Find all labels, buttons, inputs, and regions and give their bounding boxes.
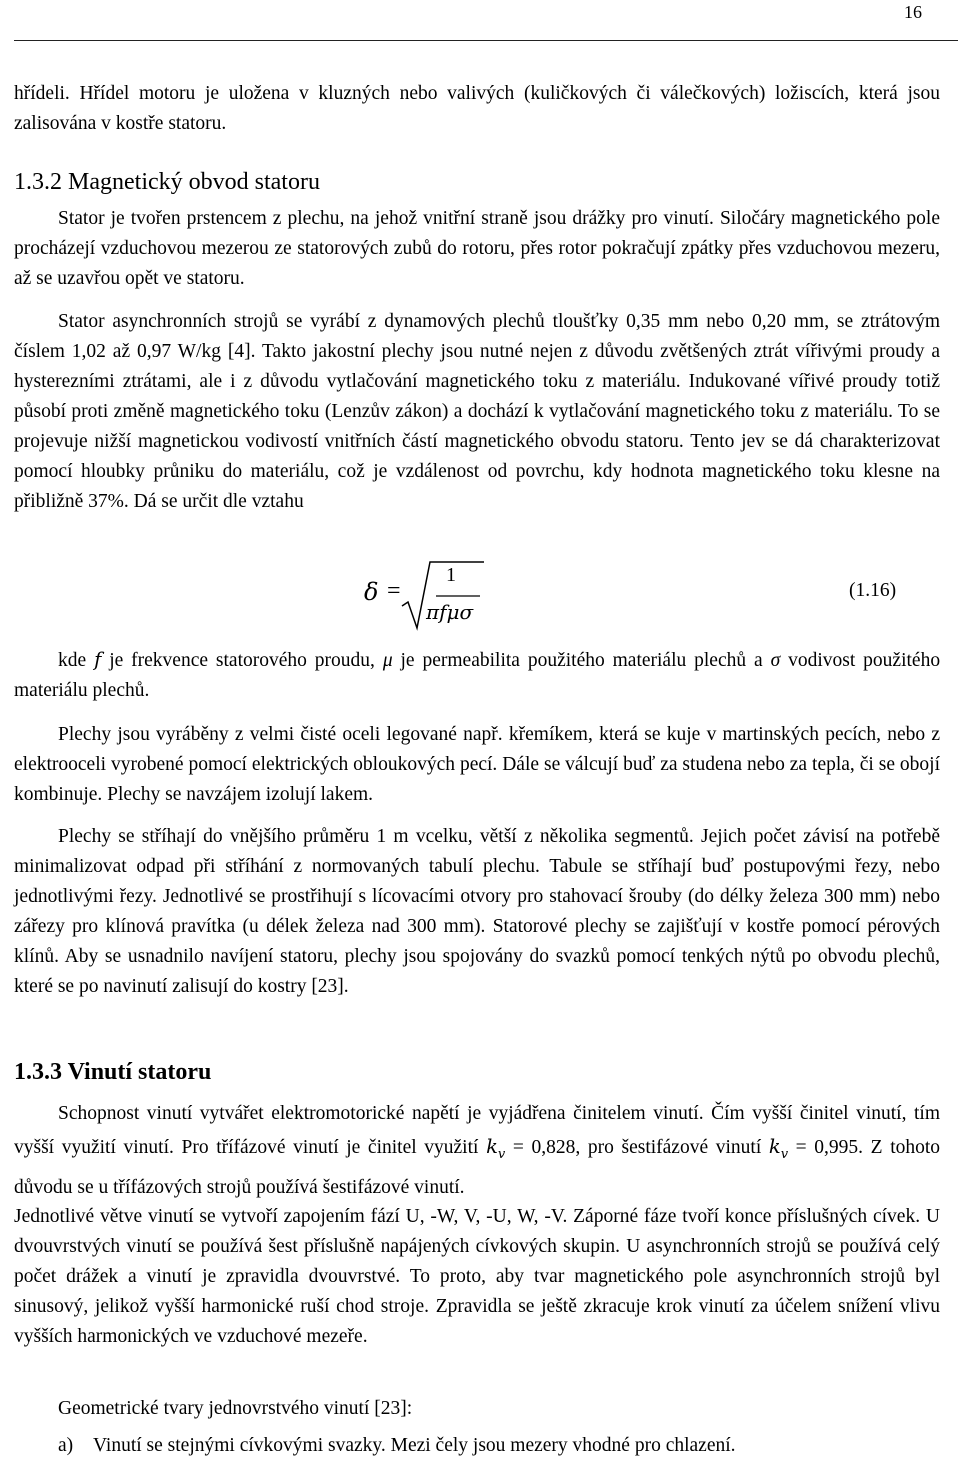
symbol-sub: v [497, 1146, 506, 1162]
value-kv-three-phase: = 0,828 [512, 1137, 576, 1158]
paragraph: Stator je tvořen prstencem z plechu, na jehož vnitřní straně jsou drážky pro vinutí. Siločáry magnetického pole procházejí vzduchovou mezerou ze statorových zubů do rotoru, přes rotor pokračují zpátky přes vzduchovou mezeru, až se uzavřou opět ve statoru. [14, 208, 940, 289]
value-kv-six-phase: = 0,995 [795, 1137, 859, 1158]
equation-explanation [14, 645, 940, 706]
text: , pro šestifázové vinutí [575, 1137, 762, 1158]
text: kde [58, 650, 87, 671]
paragraph: Plechy se stříhají do vnějšího průměru 1 m vcelku, větší z několika segmentů. Jejich počet závisí na potřebě minimalizovat odpad při stříhání z normovaných tabulí plechu. Tabule se stříhají buď postupovými řezy, nebo jednotlivými řezy. Jednotlivé se prostřihují s lícovacími otvory pro stahovací šrouby (do délky železa 300 mm) nebo zářezy pro klínová pravítka (u délek železa nad 300 mm). Statorové plechy se zajišťují v kostře pomocí pérových klínů. Aby se usnadnilo navíjení statoru, plechy jsou spojovány do svazků pomocí tenkých nýtů po obvodu plechů, které se po navinutí zalisují do kostry [23]. [14, 826, 940, 997]
header-rule [14, 40, 958, 41]
text: je frekvence statorového proudu, [109, 650, 375, 671]
equation-1-16 [0, 556, 960, 636]
text: vodivost použitého materiálu plechů. [14, 650, 941, 701]
list-marker: a) [58, 1435, 74, 1456]
section-number: 1.3.2 [14, 169, 62, 195]
section-heading-1-3-3 [14, 1057, 211, 1087]
section-number: 1.3.3 [14, 1059, 62, 1085]
section-title: Vinutí statoru [67, 1059, 212, 1085]
symbol-sub: v [780, 1146, 789, 1162]
equation-numerator: 1 [446, 564, 456, 586]
equation-label: (1.16) [849, 580, 897, 601]
equation-denominator: πfμσ [426, 600, 474, 624]
equation-lhs: δ [364, 578, 379, 606]
continuation-paragraph: hřídeli. Hřídel motoru je uložena v kluzných nebo valivých (kuličkových či válečkových) ložiscích, která jsou zalisována v kostře statoru. [14, 83, 940, 134]
symbol-sigma: σ [770, 650, 781, 671]
equation-equals: = [387, 578, 401, 604]
list-item-text: Vinutí se stejnými cívkovými svazky. Mezi čely jsou mezery vhodné pro chlazení. [93, 1435, 736, 1456]
paragraph: Plechy jsou vyráběny z velmi čisté oceli legované např. křemíkem, která se kuje v martinských pecích, nebo z elektrooceli vyrobené pomocí elektrických obloukových pecí. Dále se válcují buď za studena nebo za tepla, či se obojí kombinuje. Plechy se navzájem izolují lakem. [14, 724, 940, 805]
section-heading-1-3-2 [14, 167, 320, 197]
symbol-k: k [486, 1135, 498, 1158]
paragraph-winding-factor [14, 1097, 940, 1204]
paragraph: Jednotlivé větve vinutí se vytvoří zapojením fází U, -W, V, -U, W, -V. Záporné fáze tvoří konce příslušných cívek. U dvouvrstvých vinutí se používá šest příslušně napájených cívkových skupin. U asynchronních strojů se používá celý počet drážek a vinutí je zpravidla dvouvrstvé. To proto, aby tvar magnetického pole asynchronních strojů byl sinusový, jelikož vyšší harmonické ruší chod stroje. Zpravidla se ještě zkracuje krok vinutí za účelem snížení vlivu vyšších harmonických ve vzduchové mezeře. [14, 1206, 940, 1347]
paragraph: Geometrické tvary jednovrstvého vinutí [23]: [58, 1398, 413, 1419]
page-number: 16 [904, 2, 922, 22]
text: je permeabilita použitého materiálu plechů a [400, 650, 763, 671]
section-title: Magnetický obvod statoru [68, 169, 320, 195]
text: . Z tohoto důvodu se u třífázových strojů používá šestifázové vinutí. [14, 1137, 941, 1198]
symbol-mu: μ [382, 650, 393, 671]
text: Schopnost vinutí vytvářet elektromotorické napětí je vyjádřena činitelem vinutí. Čím vyšší činitel vinutí, tím vyšší využití vinutí. Pro třífázové vinutí je činitel využití [14, 1103, 940, 1158]
symbol-f: f [94, 648, 102, 671]
paragraph: Stator asynchronních strojů se vyrábí z dynamových plechů tloušťky 0,35 mm nebo 0,20 mm, se ztrátovým číslem 1,02 až 0,97 W/kg [4]. Takto jakostní plechy jsou nutné nejen z důvodu zvětšených ztrát vířivými proudy a hysterezními ztrátami, ale i z důvodu vytlačování magnetického toku z materiálu. Indukované vířivé proudy totiž působí proti změně magnetického toku (Lenzův zákon) a dochází k vytlačování magnetického toku z materiálu. To se projevuje nižší magnetickou vodivostí vnitřních částí magnetického obvodu statoru. Tento jev se dá charakterizovat pomocí hloubky průniku do materiálu, což je vzdálenost od povrchu, kdy hodnota magnetického toku klesne na přibližně 37%. Dá se určit dle vztahu [14, 311, 940, 512]
symbol-k: k [768, 1135, 781, 1158]
